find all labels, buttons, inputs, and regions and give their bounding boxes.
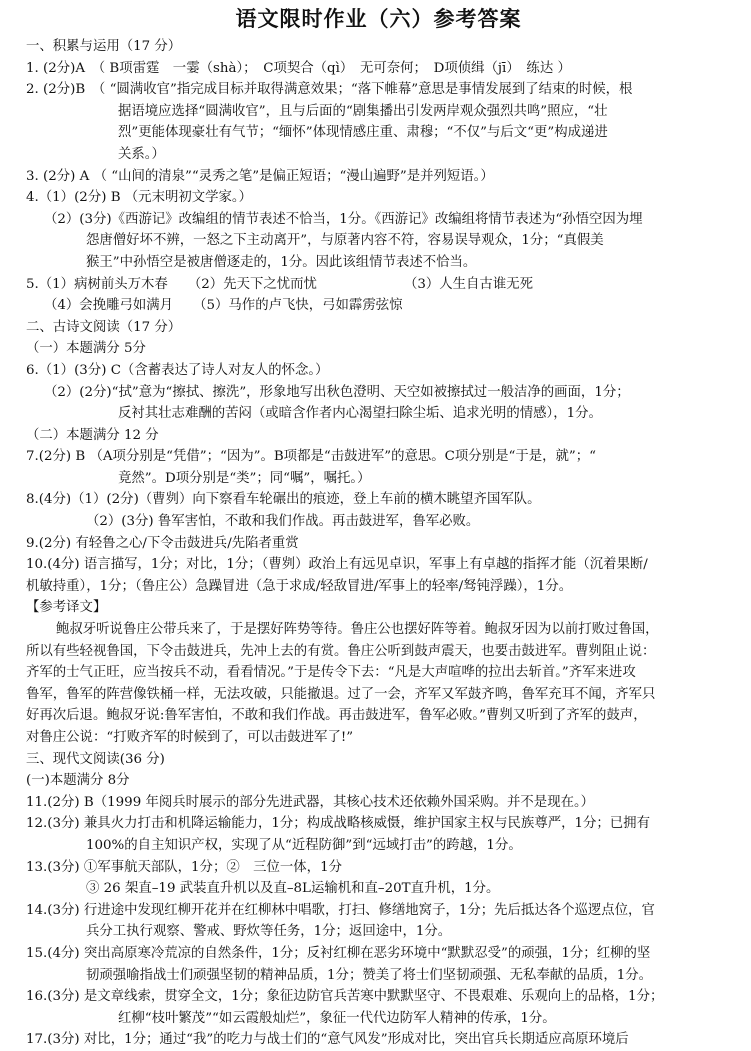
answer-line: 怨唐僧好坏不辨，一怒之下主动离开”，与原著内容不符，容易误导观众，1分；“真假美	[86, 233, 604, 249]
answer-line: 17.(3分) 对比，1分；通过“我”的吃力与战士们的“意气风发”形成对比，突出官兵长期适应高原环境后	[26, 1032, 629, 1048]
document-title: 语文限时作业（六）参考答案	[235, 6, 522, 31]
answer-line: （2）(3分)《西游记》改编组的情节表述不恰当，1分。《西游记》改编组将情节表述为“孙悟空因为埋	[44, 211, 643, 227]
subsection-heading: （二）本题满分 12 分	[26, 427, 159, 443]
answer-line: 100%的自主知识产权，实现了从“近程防御”到“远域打击”的跨越，1分。	[86, 837, 522, 853]
answer-line: 韧顽强喻指战士们顽强坚韧的精神品质，1分；赞美了将士们坚韧顽强、无私奉献的品质，1分。	[86, 967, 653, 983]
answer-line: 1. (2分)A （ B项雷霆 一霎（shà）； C项契合（qì） 无可奈何； D项侦缉（jī） 练达 ）	[26, 60, 571, 76]
translation-line: 鲍叔牙听说鲁庄公带兵来了，于是摆好阵势等待。鲁庄公也摆好阵等着。鲍叔牙因为以前打败过鲁国，	[56, 622, 659, 638]
answer-line: 7.(2分) B （A项分别是“凭借”；“因为”。B项都是“击鼓进军”的意思。C项分别是“于是，就”；“	[26, 449, 596, 465]
answer-line: 6.（1）(3分) C（含蓄表达了诗人对友人的怀念。）	[26, 362, 329, 378]
answer-line: 11.(2分) B（1999 年阅兵时展示的部分先进武器，其核心技术还依赖外国采购。并不是现在。）	[26, 794, 595, 810]
answer-line: 猴王”中孙悟空是被唐僧逐走的，1分。因此该组情节表述不恰当。	[86, 254, 477, 270]
translation-line: 所以有些轻视鲁国，下令击鼓进兵，先冲上去的有赏。鲁庄公听到鼓声震天，也要击鼓进军。曹刿阻止说：	[26, 643, 656, 659]
answer-line: 16.(3分) 是文章线索，贯穿全文，1分；象征边防官兵苦寒中默默坚守、不畏艰难、乐观向上的品格，1分；	[26, 989, 664, 1005]
section-heading: 二、古诗文阅读（17 分）	[26, 319, 182, 335]
answer-line: 机敏持重），1分；（鲁庄公）急躁冒进（急于求成/轻敌冒进/军事上的轻率/驽钝浮躁），1分。	[26, 578, 573, 594]
answer-line: 3. (2分) A （ “山间的清泉”“灵秀之笔”是偏正短语；“漫山遍野”是并列短语。）	[26, 168, 494, 184]
answer-line: 15.(4分) 突出高原寒冷荒凉的自然条件，1分；反衬红柳在恶劣环境中“默默忍受”的顽强，1分；红柳的坚	[26, 945, 651, 961]
answer-line: 8.(4分)（1）(2分)（曹刿）向下察看车轮碾出的痕迹，登上车前的横木眺望齐国军队。	[26, 492, 541, 508]
answer-line: 4.（1）(2分) B （元末明初文学家。）	[26, 190, 252, 206]
answer-line: ③ 26 架直–19 武装直升机以及直–8L运输机和直–20T直升机，1分。	[86, 881, 500, 897]
answer-line: （2）(2分)“拭”意为“擦拭、擦洗”，形象地写出秋色澄明、天空如被擦拭过一般洁净的画面，1分；	[44, 384, 630, 400]
answer-line: 反衬其壮志难酬的苦闷（或暗含作者内心渴望扫除尘垢、追求光明的情感），1分。	[118, 406, 602, 422]
answer-line: 14.(3分) 行进途中发现红柳开花并在红柳林中唱歌，打扫、修缮地窝子，1分；先后抵达各个巡逻点位，官	[26, 902, 655, 918]
section-heading: 一、积累与运用（17 分）	[26, 39, 182, 54]
translation-line: 对鲁庄公说：“打败齐军的时候到了，可以击鼓进军了!”	[26, 730, 354, 745]
answer-line: 红柳“枝叶繁茂”“如云霞般灿烂”，象征一代代边防军人精神的传承，1分。	[118, 1010, 556, 1026]
answer-line: 10.(4分) 语言描写，1分；对比，1分；（曹刿）政治上有远见卓识，军事上有卓越的指挥才能（沉着果断/	[26, 557, 648, 573]
subsection-heading: （一）本题满分 5分	[26, 341, 146, 357]
translation-line: 鲁军，鲁军的阵营像铁桶一样，无法攻破，只能撤退。过了一会，齐军又军鼓齐鸣，鲁军充耳不闻，齐军只	[26, 686, 656, 702]
answer-line: 9.(2分) 有轻鲁之心/下令击鼓进兵/先陷者重赏	[26, 535, 299, 551]
answer-line: 关系。）	[118, 146, 165, 162]
answer-line: 烈”更能体现豪壮有气节；“缅怀”体现情感庄重、肃穆；“不仅”与后文“更”构成递进	[118, 125, 608, 141]
answer-line: （4）会挽雕弓如满月 （5）马作的卢飞快，弓如霹雳弦惊	[44, 298, 403, 314]
translation-line: 齐军的士气正旺，应当按兵不动，看看情况。”于是传令下去：“凡是大声喧哗的拉出去斩首。”齐军来进攻	[26, 665, 636, 681]
answer-line: （2）(3分) 鲁军害怕，不敢和我们作战。再击鼓进军，鲁军必败。	[86, 514, 480, 530]
subsection-heading: (一)本题满分 8分	[26, 773, 130, 789]
answer-line: 据语境应选择“圆满收官”，且与后面的“剧集播出引发两岸观众强烈共鸣”照应，“壮	[118, 103, 608, 119]
section-heading: 三、现代文阅读(36 分)	[26, 751, 165, 767]
answer-line: 5.（1）病树前头万木春 （2）先天下之忧而忧 （3）人生自古谁无死	[26, 276, 533, 292]
answer-line: 12.(3分) 兼具火力打击和机降运输能力，1分；构成战略核威慑，维护国家主权与民族尊严，1分；已拥有	[26, 816, 650, 832]
answer-line: 13.(3分) ①军事航天部队，1分；② 三位一体，1分	[26, 859, 342, 875]
answer-line: 2. (2分)B （ “圆满收官”指完成目标并取得满意效果；“落下帷幕”意思是事情发展到了结束的时候，根	[26, 82, 633, 98]
translation-heading: 【参考译文】	[26, 600, 107, 616]
translation-line: 好再次后退。鲍叔牙说:鲁军害怕，不敢和我们作战。再击鼓进军，鲁军必败。”曹刿又听到了齐军的鼓声，	[26, 708, 647, 724]
answer-line: 兵分工执行观察、警戒、野炊等任务，1分；返回途中，1分。	[86, 924, 452, 940]
answer-line: 竟然”。D项分别是“类”；同“嘱”，嘱托。）	[118, 470, 371, 486]
